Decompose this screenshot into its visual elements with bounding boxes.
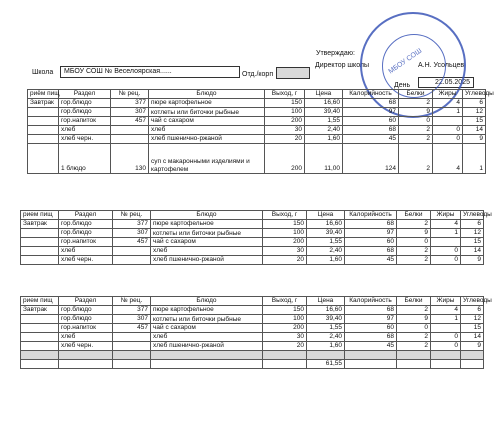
price-cell: 1,60 xyxy=(307,342,345,351)
col-prot: Белки xyxy=(397,211,431,220)
out-cell: 100 xyxy=(265,108,305,117)
col-carb: Углеводы xyxy=(461,297,484,306)
meal-cell xyxy=(21,324,59,333)
empty-cell xyxy=(461,351,484,360)
col-price: Цена xyxy=(305,90,343,99)
prot-cell: 9 xyxy=(399,108,433,117)
school-label: Школа xyxy=(32,69,54,76)
dish-cell: хлеб xyxy=(151,333,263,342)
fat-cell xyxy=(431,238,461,247)
section-cell: гор.блюдо xyxy=(59,306,113,315)
col-meal: рием пищ xyxy=(21,211,59,220)
cal-cell: 60 xyxy=(345,238,397,247)
carb-cell: 15 xyxy=(461,324,484,333)
table-row xyxy=(28,135,486,144)
carb-cell: 9 xyxy=(461,342,484,351)
dish-cell: котлеты или биточки рыбные xyxy=(151,229,263,238)
col-fat: Жиры xyxy=(431,211,461,220)
empty-cell xyxy=(113,360,151,369)
prot-cell: 2 xyxy=(397,220,431,229)
price-cell: 2,40 xyxy=(307,247,345,256)
out-cell: 20 xyxy=(263,256,307,265)
meal-cell xyxy=(28,108,59,117)
day-label: День xyxy=(394,82,411,89)
col-section: Раздел xyxy=(59,297,113,306)
table-row xyxy=(21,238,484,247)
empty-cell xyxy=(21,351,59,360)
section-cell: хлеб xyxy=(59,333,113,342)
col-meal: риём пищ xyxy=(28,90,59,99)
price-cell: 1,55 xyxy=(307,324,345,333)
meal-cell xyxy=(28,144,59,174)
table-row xyxy=(21,324,484,333)
empty-cell xyxy=(59,360,113,369)
meal-cell xyxy=(21,238,59,247)
empty-cell xyxy=(397,360,431,369)
table-row xyxy=(21,342,484,351)
dish-cell: котлеты или биточки рыбные xyxy=(151,315,263,324)
fat-cell xyxy=(433,117,463,126)
prot-cell: 2 xyxy=(397,247,431,256)
school-name: МБОУ СОШ № Веселоярская...... xyxy=(60,66,240,78)
dish-cell: чай с сахаром xyxy=(151,324,263,333)
price-cell: 39,40 xyxy=(307,229,345,238)
prot-cell: 9 xyxy=(397,315,431,324)
col-price: Цена xyxy=(307,297,345,306)
carb-cell: 6 xyxy=(461,306,484,315)
prot-cell: 2 xyxy=(399,135,433,144)
rec-cell: 457 xyxy=(111,117,149,126)
price-cell: 16,60 xyxy=(305,99,343,108)
dish-cell: пюре картофельное xyxy=(151,306,263,315)
out-cell: 150 xyxy=(263,306,307,315)
dept-label: Отд./корп xyxy=(242,71,274,78)
col-dish: Блюдо xyxy=(151,297,263,306)
dish-cell: чай с сахаром xyxy=(149,117,265,126)
col-out: Выход, г xyxy=(263,297,307,306)
out-cell: 100 xyxy=(263,315,307,324)
out-cell: 150 xyxy=(263,220,307,229)
rec-cell: 307 xyxy=(111,108,149,117)
fat-cell: 1 xyxy=(431,229,461,238)
carb-cell: 14 xyxy=(463,126,486,135)
rec-cell xyxy=(113,247,151,256)
carb-cell: 14 xyxy=(461,247,484,256)
out-cell: 20 xyxy=(265,135,305,144)
prot-cell: 2 xyxy=(397,333,431,342)
col-carb: Углеводы xyxy=(463,90,486,99)
col-dish: Блюдо xyxy=(151,211,263,220)
col-dish: Блюдо xyxy=(149,90,265,99)
meal-cell xyxy=(28,135,59,144)
fat-cell: 0 xyxy=(431,256,461,265)
fat-cell: 0 xyxy=(431,333,461,342)
dish-cell: хлеб пшенично-ржаной xyxy=(151,256,263,265)
carb-cell: 6 xyxy=(461,220,484,229)
rec-cell xyxy=(111,126,149,135)
dish-cell: пюре картофельное xyxy=(149,99,265,108)
section-cell: хлеб xyxy=(59,126,111,135)
col-meal: рием пищ xyxy=(21,297,59,306)
table-total-row xyxy=(21,360,484,369)
price-cell: 39,40 xyxy=(307,315,345,324)
cal-cell: 60 xyxy=(343,117,399,126)
carb-cell: 9 xyxy=(463,135,486,144)
empty-cell xyxy=(345,351,397,360)
carb-cell: 15 xyxy=(461,238,484,247)
empty-cell xyxy=(307,351,345,360)
table-row xyxy=(21,220,484,229)
menu-table-2 xyxy=(20,210,492,265)
meal-cell xyxy=(21,229,59,238)
col-carb: Углеводы xyxy=(461,211,484,220)
fat-cell: 4 xyxy=(431,306,461,315)
table-row xyxy=(28,144,486,174)
fat-cell: 0 xyxy=(433,135,463,144)
carb-cell: 12 xyxy=(463,108,486,117)
empty-cell xyxy=(151,360,263,369)
rec-cell: 457 xyxy=(113,238,151,247)
empty-cell xyxy=(263,360,307,369)
col-rec: № рец. xyxy=(113,211,151,220)
menu-table-1 xyxy=(27,89,494,174)
col-prot: Белки xyxy=(399,90,433,99)
meal-cell xyxy=(21,256,59,265)
section-cell: 1 блюдо xyxy=(59,144,111,174)
cal-cell: 97 xyxy=(345,229,397,238)
table-row xyxy=(28,117,486,126)
empty-cell xyxy=(21,360,59,369)
col-fat: Жиры xyxy=(431,297,461,306)
empty-cell xyxy=(345,360,397,369)
col-section: Раздел xyxy=(59,90,111,99)
out-cell: 200 xyxy=(263,238,307,247)
empty-cell xyxy=(431,360,461,369)
section-cell: гор.напиток xyxy=(59,117,111,126)
meal-cell xyxy=(21,315,59,324)
meal-cell: Завтрак xyxy=(21,220,59,229)
meal-cell: Завтрак xyxy=(21,306,59,315)
rec-cell xyxy=(113,342,151,351)
prot-cell: 0 xyxy=(397,238,431,247)
fat-cell: 4 xyxy=(433,99,463,108)
carb-cell: 12 xyxy=(461,315,484,324)
meal-cell: Завтрак xyxy=(28,99,59,108)
prot-cell: 2 xyxy=(397,342,431,351)
fat-cell: 4 xyxy=(433,144,463,174)
rec-cell: 457 xyxy=(113,324,151,333)
table-row xyxy=(21,247,484,256)
prot-cell: 0 xyxy=(397,324,431,333)
table-row xyxy=(28,126,486,135)
empty-cell xyxy=(397,351,431,360)
rec-cell xyxy=(111,135,149,144)
carb-cell: 6 xyxy=(463,99,486,108)
prot-cell: 2 xyxy=(399,126,433,135)
cal-cell: 68 xyxy=(343,99,399,108)
rec-cell: 307 xyxy=(113,315,151,324)
cal-cell: 45 xyxy=(345,342,397,351)
prot-cell: 2 xyxy=(399,99,433,108)
cal-cell: 68 xyxy=(345,247,397,256)
cal-cell: 60 xyxy=(345,324,397,333)
meal-cell xyxy=(28,126,59,135)
carb-cell: 1 xyxy=(463,144,486,174)
col-price: Цена xyxy=(307,211,345,220)
prot-cell: 2 xyxy=(397,306,431,315)
rec-cell: 377 xyxy=(111,99,149,108)
prot-cell: 9 xyxy=(397,229,431,238)
dish-cell: пюре картофельное xyxy=(151,220,263,229)
table-header-row xyxy=(21,211,484,220)
section-cell: гор.напиток xyxy=(59,238,113,247)
empty-cell xyxy=(113,351,151,360)
price-cell: 16,60 xyxy=(307,306,345,315)
section-cell: хлеб черн. xyxy=(59,135,111,144)
col-rec: № рец. xyxy=(111,90,149,99)
dish-cell: чай с сахаром xyxy=(151,238,263,247)
out-cell: 30 xyxy=(265,126,305,135)
section-cell: гор.блюдо xyxy=(59,99,111,108)
table-row xyxy=(21,306,484,315)
cal-cell: 68 xyxy=(343,126,399,135)
fat-cell: 1 xyxy=(433,108,463,117)
menu-table-3 xyxy=(20,296,492,369)
meal-cell xyxy=(21,247,59,256)
section-cell: хлеб черн. xyxy=(59,256,113,265)
director-name: А.Н. Усольцев xyxy=(418,62,465,69)
rec-cell: 377 xyxy=(113,306,151,315)
carb-cell: 12 xyxy=(461,229,484,238)
price-cell: 1,60 xyxy=(307,256,345,265)
stamp-text: МБОУ СОШ xyxy=(387,47,424,76)
empty-cell xyxy=(151,351,263,360)
dish-cell: суп с макаронными изделиями и картофелем xyxy=(149,144,265,174)
fat-cell: 4 xyxy=(431,220,461,229)
rec-cell: 307 xyxy=(113,229,151,238)
table-header-row xyxy=(28,90,486,99)
cal-cell: 68 xyxy=(345,220,397,229)
section-cell: гор.напиток xyxy=(59,324,113,333)
total-price-cell: 61,55 xyxy=(307,360,345,369)
out-cell: 30 xyxy=(263,247,307,256)
fat-cell: 1 xyxy=(431,315,461,324)
meal-cell xyxy=(28,117,59,126)
col-cal: Калорийность xyxy=(343,90,399,99)
section-cell: гор.блюдо xyxy=(59,220,113,229)
carb-cell: 9 xyxy=(461,256,484,265)
rec-cell xyxy=(113,333,151,342)
cal-cell: 124 xyxy=(343,144,399,174)
price-cell: 11,00 xyxy=(305,144,343,174)
out-cell: 150 xyxy=(265,99,305,108)
empty-cell xyxy=(431,351,461,360)
section-cell: гор.блюдо xyxy=(59,108,111,117)
table-row xyxy=(21,256,484,265)
table-row xyxy=(21,333,484,342)
prot-cell: 2 xyxy=(399,144,433,174)
fat-cell xyxy=(431,324,461,333)
carb-cell: 14 xyxy=(461,333,484,342)
fat-cell: 0 xyxy=(431,247,461,256)
rec-cell: 130 xyxy=(111,144,149,174)
col-section: Раздел xyxy=(59,211,113,220)
cal-cell: 68 xyxy=(345,333,397,342)
cal-cell: 45 xyxy=(345,256,397,265)
price-cell: 16,60 xyxy=(307,220,345,229)
col-fat: Жиры xyxy=(433,90,463,99)
col-prot: Белки xyxy=(397,297,431,306)
price-cell: 1,55 xyxy=(307,238,345,247)
table-row xyxy=(28,99,486,108)
col-cal: Калорийность xyxy=(345,211,397,220)
price-cell: 1,55 xyxy=(305,117,343,126)
out-cell: 200 xyxy=(265,144,305,174)
date-field: 22.05.2025 xyxy=(418,77,474,88)
table-row-empty xyxy=(21,351,484,360)
dish-cell: котлеты или биточки рыбные xyxy=(149,108,265,117)
table-row xyxy=(21,315,484,324)
director-label: Директор школы xyxy=(315,62,370,69)
section-cell: хлеб xyxy=(59,247,113,256)
empty-cell xyxy=(461,360,484,369)
dept-value xyxy=(276,67,310,79)
rec-cell: 377 xyxy=(113,220,151,229)
section-cell: гор.блюдо xyxy=(59,315,113,324)
dish-cell: хлеб пшенично-ржаной xyxy=(151,342,263,351)
col-out: Выход, г xyxy=(265,90,305,99)
dish-cell: хлеб пшенично-ржаной xyxy=(149,135,265,144)
cal-cell: 45 xyxy=(343,135,399,144)
dish-cell: хлеб xyxy=(151,247,263,256)
empty-cell xyxy=(59,351,113,360)
cal-cell: 97 xyxy=(343,108,399,117)
section-cell: гор.блюдо xyxy=(59,229,113,238)
dish-cell: хлеб xyxy=(149,126,265,135)
empty-cell xyxy=(263,351,307,360)
out-cell: 200 xyxy=(263,324,307,333)
carb-cell: 15 xyxy=(463,117,486,126)
price-cell: 39,40 xyxy=(305,108,343,117)
col-cal: Калорийность xyxy=(345,297,397,306)
fat-cell: 0 xyxy=(433,126,463,135)
table-header-row xyxy=(21,297,484,306)
section-cell: хлеб черн. xyxy=(59,342,113,351)
col-out: Выход, г xyxy=(263,211,307,220)
cal-cell: 68 xyxy=(345,306,397,315)
prot-cell: 2 xyxy=(397,256,431,265)
out-cell: 30 xyxy=(263,333,307,342)
fat-cell: 0 xyxy=(431,342,461,351)
out-cell: 100 xyxy=(263,229,307,238)
approved-label: Утверждаю: xyxy=(316,50,355,57)
price-cell: 2,40 xyxy=(307,333,345,342)
col-rec: № рец. xyxy=(113,297,151,306)
prot-cell: 0 xyxy=(399,117,433,126)
meal-cell xyxy=(21,333,59,342)
cal-cell: 97 xyxy=(345,315,397,324)
out-cell: 20 xyxy=(263,342,307,351)
price-cell: 2,40 xyxy=(305,126,343,135)
out-cell: 200 xyxy=(265,117,305,126)
table-row xyxy=(21,229,484,238)
table-row xyxy=(28,108,486,117)
price-cell: 1,60 xyxy=(305,135,343,144)
rec-cell xyxy=(113,256,151,265)
meal-cell xyxy=(21,342,59,351)
